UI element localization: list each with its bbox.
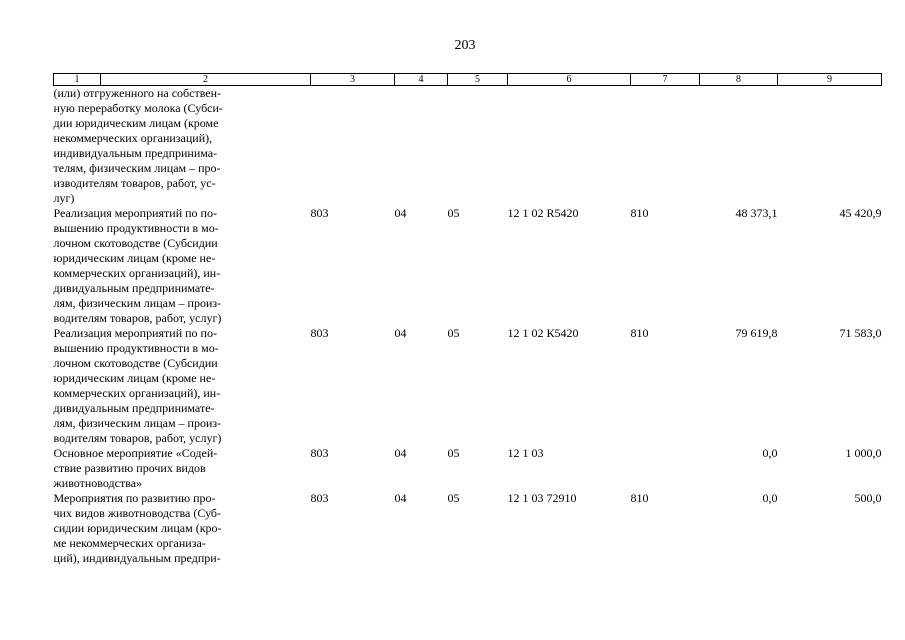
table-row	[54, 491, 882, 566]
page-number: 203	[454, 38, 476, 53]
cell-section-code: 04	[394, 206, 407, 220]
table-row	[54, 86, 882, 207]
cell-amount-2: 71 583,0	[839, 326, 882, 340]
column-header-9: 9	[778, 74, 882, 86]
cell-expense-type: 810	[630, 326, 649, 340]
cell-target-article: 12 1 03 72910	[507, 491, 577, 505]
cell-ministry-code: 803	[310, 326, 329, 340]
cell-target-article: 12 1 03	[507, 446, 544, 460]
cell-target-article	[508, 86, 631, 207]
table-row	[54, 206, 882, 326]
column-header-4: 4	[395, 74, 448, 86]
cell-ministry-code	[311, 86, 395, 207]
cell-amount-1: 0,0	[762, 491, 778, 505]
table-row	[54, 446, 882, 491]
cell-subsection-code: 05	[447, 446, 460, 460]
column-header-7: 7	[631, 74, 700, 86]
row-name: Основное мероприятие «Содей- ствие развитию прочих видов животноводства»	[53, 446, 218, 490]
row-name: Мероприятия по развитию про- чих видов животноводства (Суб- сидии юридическим лицам (кро- ме некоммерческих организа- ций), индивидуальным предпри-	[53, 491, 222, 565]
cell-amount-1	[700, 86, 778, 207]
cell-amount-2: 500,0	[854, 491, 882, 505]
cell-amount-1: 48 373,1	[735, 206, 778, 220]
column-header-8: 8	[700, 74, 778, 86]
budget-table	[53, 73, 882, 566]
cell-target-article: 12 1 02 К5420	[507, 326, 579, 340]
cell-ministry-code: 803	[310, 206, 329, 220]
cell-expense-type: 810	[630, 491, 649, 505]
column-header-6: 6	[508, 74, 631, 86]
cell-amount-2: 1 000,0	[845, 446, 882, 460]
cell-section-code: 04	[394, 326, 407, 340]
cell-expense-type	[631, 446, 700, 491]
cell-subsection-code	[448, 86, 508, 207]
cell-section-code	[395, 86, 448, 207]
column-header-5: 5	[448, 74, 508, 86]
cell-amount-2: 45 420,9	[839, 206, 882, 220]
column-header-1: 1	[54, 74, 101, 86]
row-name: Реализация мероприятий по по- вышению продуктивности в мо- лочном скотоводстве (Субсидии юридическим лицам (кроме не- коммерческих организаций), ин- дивидуальным предпринимате- лям, физическим лицам – произ- водителям товаров, работ, услуг)	[53, 206, 222, 325]
row-name: (или) отгруженного на собствен- ную переработку молока (Субси- дии юридическим лицам (кроме некоммерческих организаций), индивидуальным предпринима- телям, физическим лицам – про- изводителям товаров, работ, ус- луг)	[53, 86, 223, 205]
table-header-row	[54, 74, 882, 86]
cell-subsection-code: 05	[447, 326, 460, 340]
cell-expense-type: 810	[630, 206, 649, 220]
cell-target-article: 12 1 02 R5420	[507, 206, 579, 220]
row-name: Реализация мероприятий по по- вышению продуктивности в мо- лочном скотоводстве (Субсидии юридическим лицам (кроме не- коммерческих организаций), ин- дивидуальным предпринимате- лям, физическим лицам – произ- водителям товаров, работ, услуг)	[53, 326, 222, 445]
cell-subsection-code: 05	[447, 206, 460, 220]
column-header-3: 3	[311, 74, 395, 86]
cell-amount-1: 79 619,8	[735, 326, 778, 340]
cell-section-code: 04	[394, 491, 407, 505]
cell-amount-1: 0,0	[762, 446, 778, 460]
table-row	[54, 326, 882, 446]
cell-expense-type	[631, 86, 700, 207]
column-header-2: 2	[101, 74, 311, 86]
cell-amount-2	[778, 86, 882, 207]
cell-subsection-code: 05	[447, 491, 460, 505]
cell-ministry-code: 803	[310, 491, 329, 505]
cell-section-code: 04	[394, 446, 407, 460]
cell-ministry-code: 803	[310, 446, 329, 460]
